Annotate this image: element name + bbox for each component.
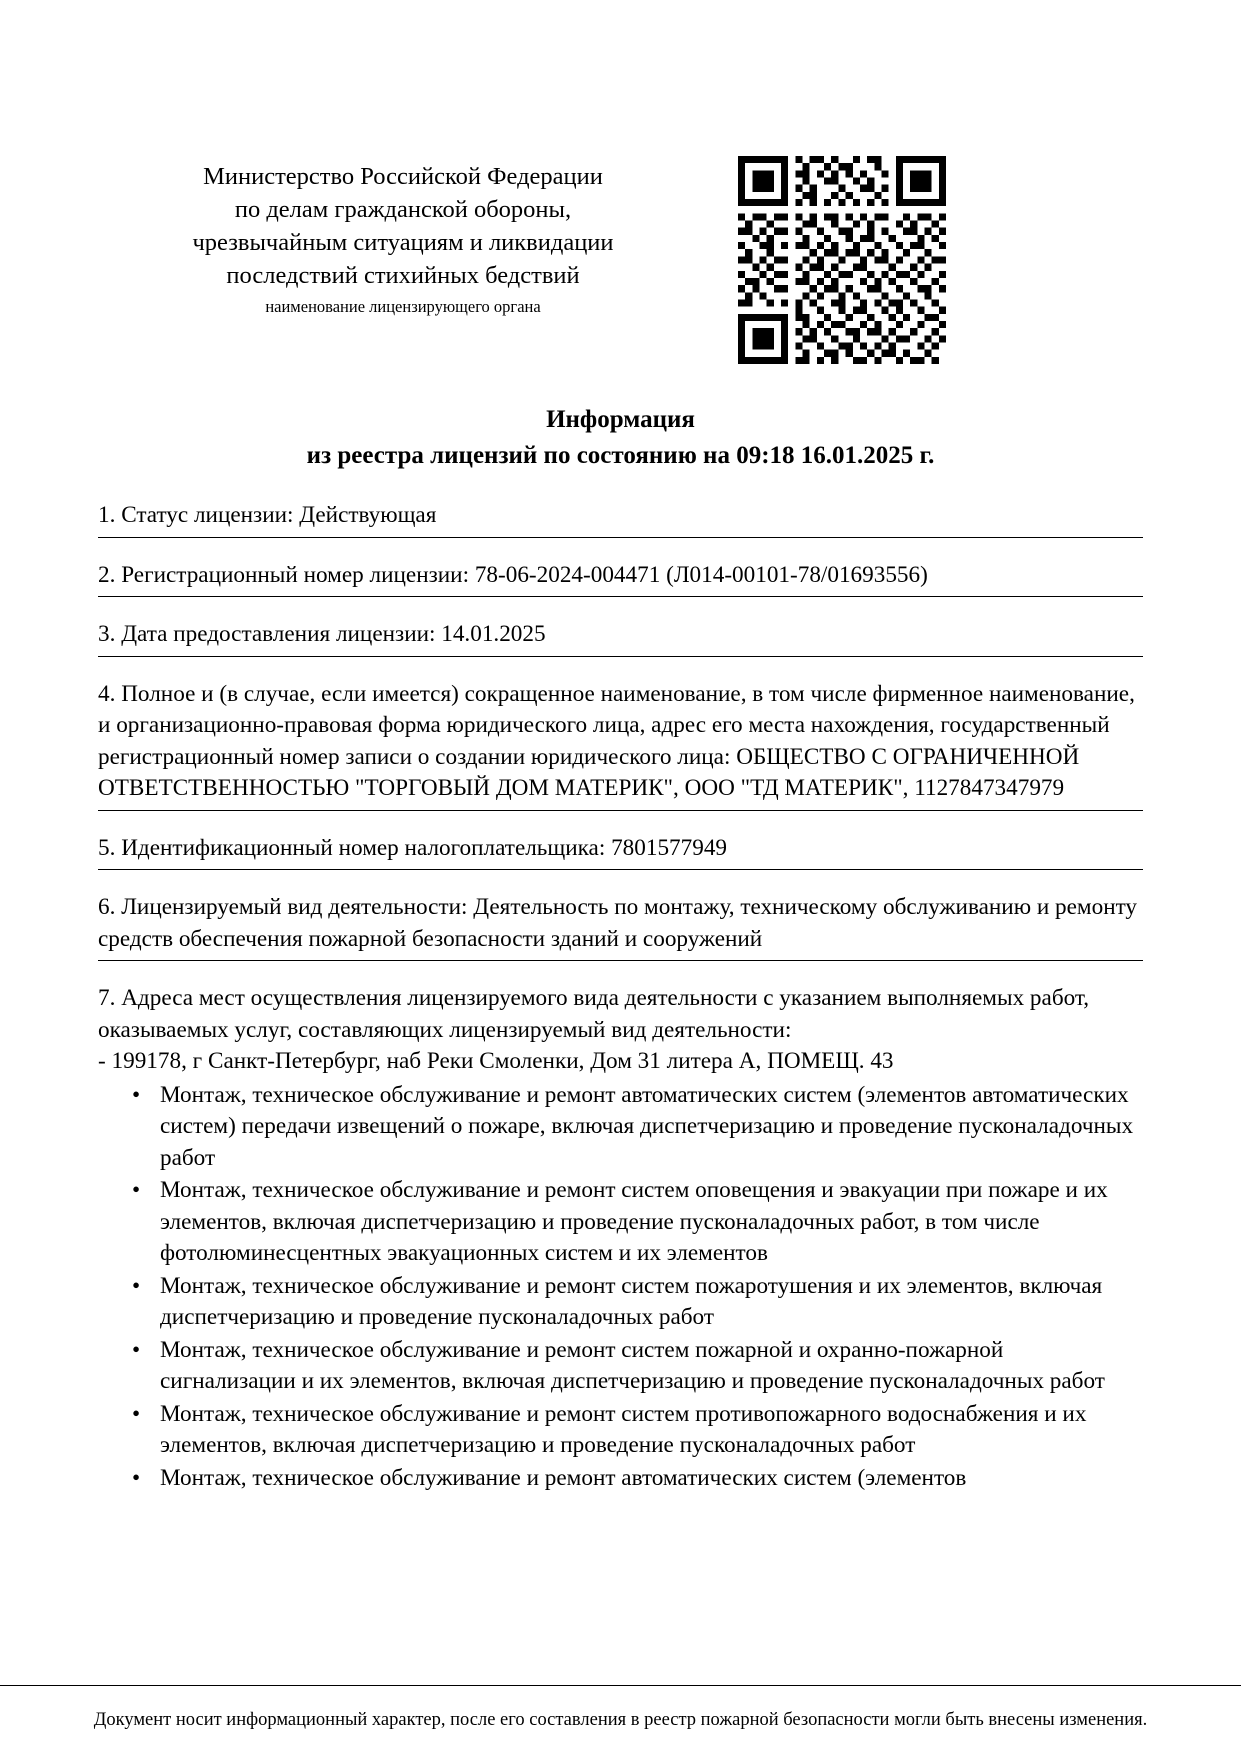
authority-line-1: Министерство Российской Федерации <box>203 163 603 190</box>
list-item: • Монтаж, техническое обслуживание и ремонт автоматических систем (элементов автоматических систем) передачи извещений о пожаре, включая диспетчеризацию и проведение пусконаладочных работ <box>144 1080 1143 1175</box>
footer-note: Документ носит информационный характер, после его составления в реестр пожарной безопасности могли быть внесены изменения. <box>93 1710 1148 1730</box>
authority-line-3: чрезвычайным ситуациям и ликвидации <box>192 229 614 256</box>
list-item: • Монтаж, техническое обслуживание и ремонт систем оповещения и эвакуации при пожаре и их элементов, включая диспетчеризацию и проведение пусконаладочных работ, в том числе фотолюминесцентных эвакуационных систем и их элементов <box>144 1175 1143 1270</box>
page-subtitle: из реестра лицензий по состоянию на 09:18 16.01.2025 г. <box>306 442 935 469</box>
licensing-authority-block <box>98 150 708 320</box>
document-title-block <box>98 402 1143 474</box>
field-license-status <box>98 500 1143 538</box>
list-item: • Монтаж, техническое обслуживание и ремонт систем пожарной и охранно-пожарной сигнализации и их элементов, включая диспетчеризацию и проведение пусконаладочных работ <box>144 1335 1143 1398</box>
field-addresses-intro: 7. Адреса мест осуществления лицензируемого вида деятельности с указанием выполняемых работ, оказываемых услуг, составляющих лицензируемый вид деятельности: <box>98 985 1090 1043</box>
field-inn-text: 5. Идентификационный номер налогоплательщика: 7801577949 <box>98 834 728 861</box>
list-item: • Монтаж, техническое обслуживание и ремонт автоматических систем (элементов <box>144 1463 1143 1495</box>
page-title: Информация <box>546 406 695 433</box>
document-footer <box>0 1685 1241 1754</box>
field-company-name-text: 4. Полное и (в случае, если имеется) сокращенное наименование, в том числе фирменное наименование, и организационно-правовая форма юридического лица, адрес его места нахождения, государственный регистрационный номер записи о создании юридического лица: ОБЩЕСТВО С ОГРАНИЧЕННОЙ ОТВЕТСТВЕННОСТЬЮ "ТОРГОВЫЙ ДОМ МАТЕРИК", ООО "ТД МАТЕРИК", 1127847347979 <box>98 680 1135 801</box>
document-header <box>98 150 1143 364</box>
qr-code-icon <box>738 156 946 364</box>
field-registration-number-text: 2. Регистрационный номер лицензии: 78-06-2024-004471 (Л014-00101-78/01693556) <box>98 561 928 588</box>
field-address-line: - 199178, г Санкт-Петербург, наб Реки Смоленки, Дом 31 литера А, ПОМЕЩ. 43 <box>98 1048 894 1074</box>
registry-fields <box>98 500 1143 1500</box>
list-item: • Монтаж, техническое обслуживание и ремонт систем противопожарного водоснабжения и их элементов, включая диспетчеризацию и проведение пусконаладочных работ <box>144 1399 1143 1462</box>
field-inn <box>98 833 1143 871</box>
qr-code-wrapper <box>738 156 946 364</box>
field-issue-date <box>98 619 1143 657</box>
field-registration-number <box>98 560 1143 598</box>
authority-line-4: последствий стихийных бедствий <box>226 262 580 289</box>
authority-line-2: по делам гражданской обороны, <box>234 196 572 223</box>
field-license-status-text: 1. Статус лицензии: Действующая <box>98 502 437 528</box>
works-list <box>98 1080 1143 1495</box>
field-company-name <box>98 679 1143 811</box>
field-activity-type <box>98 892 1143 961</box>
field-issue-date-text: 3. Дата предоставления лицензии: 14.01.2025 <box>98 621 546 647</box>
field-activity-type-text: 6. Лицензируемый вид деятельности: Деятельность по монтажу, техническому обслуживанию и ремонту средств обеспечения пожарной безопасности зданий и сооружений <box>98 894 1138 952</box>
list-item: • Монтаж, техническое обслуживание и ремонт систем пожаротушения и их элементов, включая диспетчеризацию и проведение пусконаладочных работ <box>144 1271 1143 1334</box>
field-activity-addresses <box>98 983 1143 1500</box>
authority-caption: наименование лицензирующего органа <box>265 297 541 316</box>
